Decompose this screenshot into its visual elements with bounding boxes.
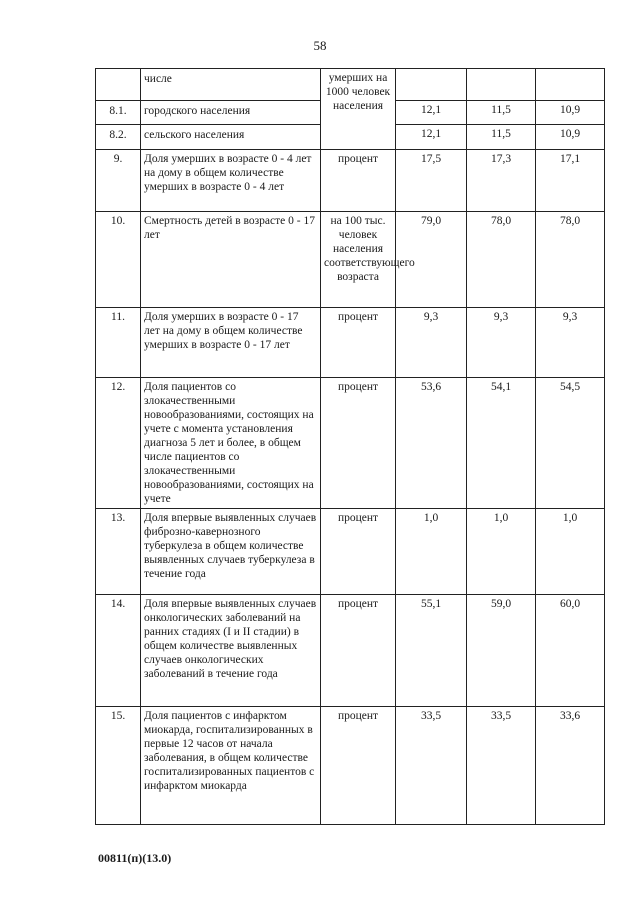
indicators-table — [95, 68, 605, 825]
cell-value: 12,1 — [396, 101, 467, 125]
cell-unit: процент — [321, 150, 396, 212]
table-row — [96, 212, 605, 308]
cell-value: 55,1 — [396, 595, 467, 707]
cell-value: 9,3 — [536, 308, 605, 378]
cell-value: 10,9 — [536, 125, 605, 150]
cell-num: 11. — [96, 308, 141, 378]
cell-value: 78,0 — [467, 212, 536, 308]
page-number: 58 — [313, 38, 327, 53]
cell-value: 11,5 — [467, 125, 536, 150]
table-row — [96, 595, 605, 707]
cell-value: 54,1 — [467, 378, 536, 509]
cell-value: 9,3 — [396, 308, 467, 378]
cell-value: 10,9 — [536, 101, 605, 125]
cell-value: 78,0 — [536, 212, 605, 308]
cell-unit: процент — [321, 308, 396, 378]
cell-num: 14. — [96, 595, 141, 707]
cell-value: 17,1 — [536, 150, 605, 212]
cell-num: 8.1. — [96, 101, 141, 125]
table-row — [96, 707, 605, 825]
cell-unit: процент — [321, 378, 396, 509]
cell-num: 9. — [96, 150, 141, 212]
cell-value-1 — [396, 69, 467, 101]
cell-value: 1,0 — [467, 509, 536, 595]
cell-value: 1,0 — [396, 509, 467, 595]
cell-value: 33,5 — [396, 707, 467, 825]
cell-value: 11,5 — [467, 101, 536, 125]
cell-unit-merged: умерших на 1000 человек населения — [321, 69, 396, 150]
cell-unit: процент — [321, 595, 396, 707]
cell-value: 17,5 — [396, 150, 467, 212]
cell-num — [96, 69, 141, 101]
cell-num: 15. — [96, 707, 141, 825]
cell-unit: на 100 тыс. человек населения соответствующего возраста — [321, 212, 396, 308]
cell-num: 12. — [96, 378, 141, 509]
cell-value: 33,5 — [467, 707, 536, 825]
cell-num: 13. — [96, 509, 141, 595]
cell-name: Смертность детей в возрасте 0 - 17 лет — [141, 212, 321, 308]
cell-value: 59,0 — [467, 595, 536, 707]
cell-value: 33,6 — [536, 707, 605, 825]
cell-name: сельского населения — [141, 125, 321, 150]
cell-name: Доля умерших в возрасте 0 - 17 лет на дому в общем количестве умерших в возрасте 0 - 17 лет — [141, 308, 321, 378]
cell-unit: процент — [321, 509, 396, 595]
cell-value: 53,6 — [396, 378, 467, 509]
cell-value: 54,5 — [536, 378, 605, 509]
cell-name: Доля впервые выявленных случаев онкологических заболеваний на ранних стадиях (I и II стадии) в общем количестве выявленных случаев онкологических заболеваний в течение года — [141, 595, 321, 707]
cell-value: 60,0 — [536, 595, 605, 707]
table-row — [96, 150, 605, 212]
cell-value: 17,3 — [467, 150, 536, 212]
cell-name: городского населения — [141, 101, 321, 125]
cell-name: числе — [141, 69, 321, 101]
cell-value: 1,0 — [536, 509, 605, 595]
table-row — [96, 308, 605, 378]
cell-value: 9,3 — [467, 308, 536, 378]
cell-value: 79,0 — [396, 212, 467, 308]
cell-name: Доля впервые выявленных случаев фиброзно-кавернозного туберкулеза в общем количестве выявленных случаев туберкулеза в течение года — [141, 509, 321, 595]
table-row — [96, 378, 605, 509]
cell-name: Доля умерших в возрасте 0 - 4 лет на дому в общем количестве умерших в возрасте 0 - 4 лет — [141, 150, 321, 212]
cell-value: 12,1 — [396, 125, 467, 150]
cell-unit: процент — [321, 707, 396, 825]
table-row-top — [96, 69, 605, 101]
cell-name: Доля пациентов с инфарктом миокарда, госпитализированных в первые 12 часов от начала заболевания, в общем количестве госпитализированных пациентов с инфарктом миокарда — [141, 707, 321, 825]
cell-num: 10. — [96, 212, 141, 308]
cell-value-2 — [467, 69, 536, 101]
document-code: 00811(п)(13.0) — [98, 851, 172, 865]
cell-value-3 — [536, 69, 605, 101]
table-row — [96, 509, 605, 595]
cell-num: 8.2. — [96, 125, 141, 150]
cell-name: Доля пациентов со злокачественными новообразованиями, состоящих на учете с момента установления диагноза 5 лет и более, в общем числе пациентов со злокачественными новообразованиями, состоящих на учете — [141, 378, 321, 509]
